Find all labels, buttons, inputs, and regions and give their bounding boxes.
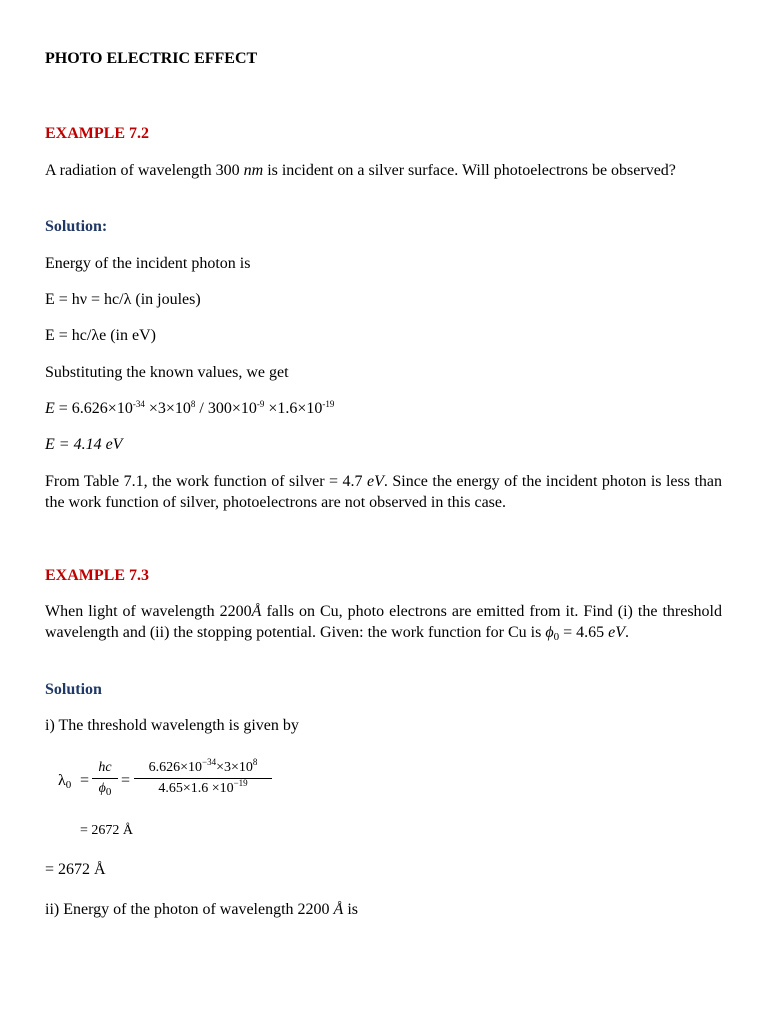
- substitution-equation: [45, 398, 722, 419]
- num-part: 6.626×10: [148, 760, 203, 775]
- num-part: ×3×10: [216, 760, 253, 775]
- den-part: 4.65×1.6 ×10: [158, 781, 234, 796]
- phi-symbol: ϕ: [545, 624, 554, 641]
- question-text-value: = 4.65: [559, 624, 609, 641]
- line-text: ii) Energy of the photon of wavelength 2200: [45, 901, 334, 918]
- threshold-result-2: = 2672 Å: [45, 861, 106, 878]
- eq-exponent: -34: [132, 399, 145, 409]
- solution-line-3: E = hc/λe (in eV): [45, 327, 156, 344]
- solution-line-4: Substituting the known values, we get: [45, 364, 289, 381]
- solution-line-2: E = hν = hc/λ (in joules): [45, 291, 201, 308]
- threshold-result-1: = 2672 Å: [80, 823, 134, 838]
- question-text-end: is incident on a silver surface. Will photoelectrons be observed?: [263, 162, 676, 179]
- den-exponent: −19: [233, 778, 248, 788]
- lambda-char: λ: [58, 772, 66, 789]
- conclusion-text: From Table 7.1, the work function of silver = 4.7: [45, 473, 368, 490]
- question-text: A radiation of wavelength 300: [45, 162, 244, 179]
- eq-exponent: -19: [322, 399, 335, 409]
- lambda-symbol: [58, 772, 71, 790]
- solution-label: Solution:: [45, 218, 108, 235]
- question-text: When light of wavelength 2200: [45, 603, 252, 620]
- equals-sign-2: =: [121, 772, 131, 789]
- example-7-2-question: [45, 160, 722, 181]
- question-unit: nm: [243, 162, 264, 179]
- fraction-values: [134, 758, 272, 799]
- solution-2-line-1: i) The threshold wavelength is given by: [45, 717, 299, 734]
- solution-line-1: Energy of the incident photon is: [45, 255, 251, 272]
- example-7-3-question: [45, 601, 722, 643]
- eq-part: ×1.6×10: [264, 400, 323, 417]
- question-text-mid: falls on Cu, photo electrons are emitted from it. Find (i) the threshold wavelength and (ii) the stopping potential. Given: the work function for Cu is: [45, 603, 722, 641]
- fraction-numerator: [98, 758, 111, 778]
- eq-part: / 300×10: [195, 400, 257, 417]
- threshold-equation: [58, 758, 318, 814]
- phi-char: ϕ: [98, 781, 106, 796]
- question-period: .: [625, 624, 630, 641]
- phi-subscript: 0: [105, 786, 112, 798]
- example-7-3-heading: EXAMPLE 7.3: [45, 567, 149, 584]
- phi-subscript: 0: [553, 631, 560, 643]
- example-7-2-conclusion: [45, 471, 722, 513]
- energy-result: [45, 434, 722, 455]
- num-exponent: 8: [252, 757, 258, 767]
- conclusion-unit: eV: [367, 473, 384, 490]
- num-exponent: −34: [202, 757, 217, 767]
- eq-symbol: E: [45, 400, 55, 417]
- page-title: PHOTO ELECTRIC EFFECT: [45, 50, 258, 67]
- eq-exponent: -9: [256, 399, 265, 409]
- fraction-denominator: [99, 779, 112, 799]
- fraction-values-denominator: [158, 779, 247, 799]
- hc-text: hc: [98, 760, 112, 775]
- fraction-hc-phi: [92, 758, 118, 799]
- eq-exponent: 8: [190, 399, 196, 409]
- fraction-values-numerator: [149, 758, 258, 778]
- eq-part: ×3×10: [144, 400, 191, 417]
- solution-2-line-2: [45, 899, 722, 920]
- line-text-end: is: [343, 901, 358, 918]
- energy-result-text: E = 4.14 eV: [45, 436, 123, 453]
- lambda-subscript: 0: [65, 779, 72, 791]
- solution-label-2: Solution: [45, 681, 102, 698]
- equals-sign-1: =: [80, 772, 90, 789]
- eq-part: = 6.626×10: [54, 400, 133, 417]
- angstrom-symbol: Å: [251, 603, 262, 620]
- conclusion-text-end: . Since the energy of the incident photon is less than the work function of silver, photoelectrons are not observed in this case.: [45, 473, 722, 511]
- question-unit: eV: [608, 624, 626, 641]
- angstrom-symbol: Å: [333, 901, 344, 918]
- example-7-2-heading: EXAMPLE 7.2: [45, 125, 149, 142]
